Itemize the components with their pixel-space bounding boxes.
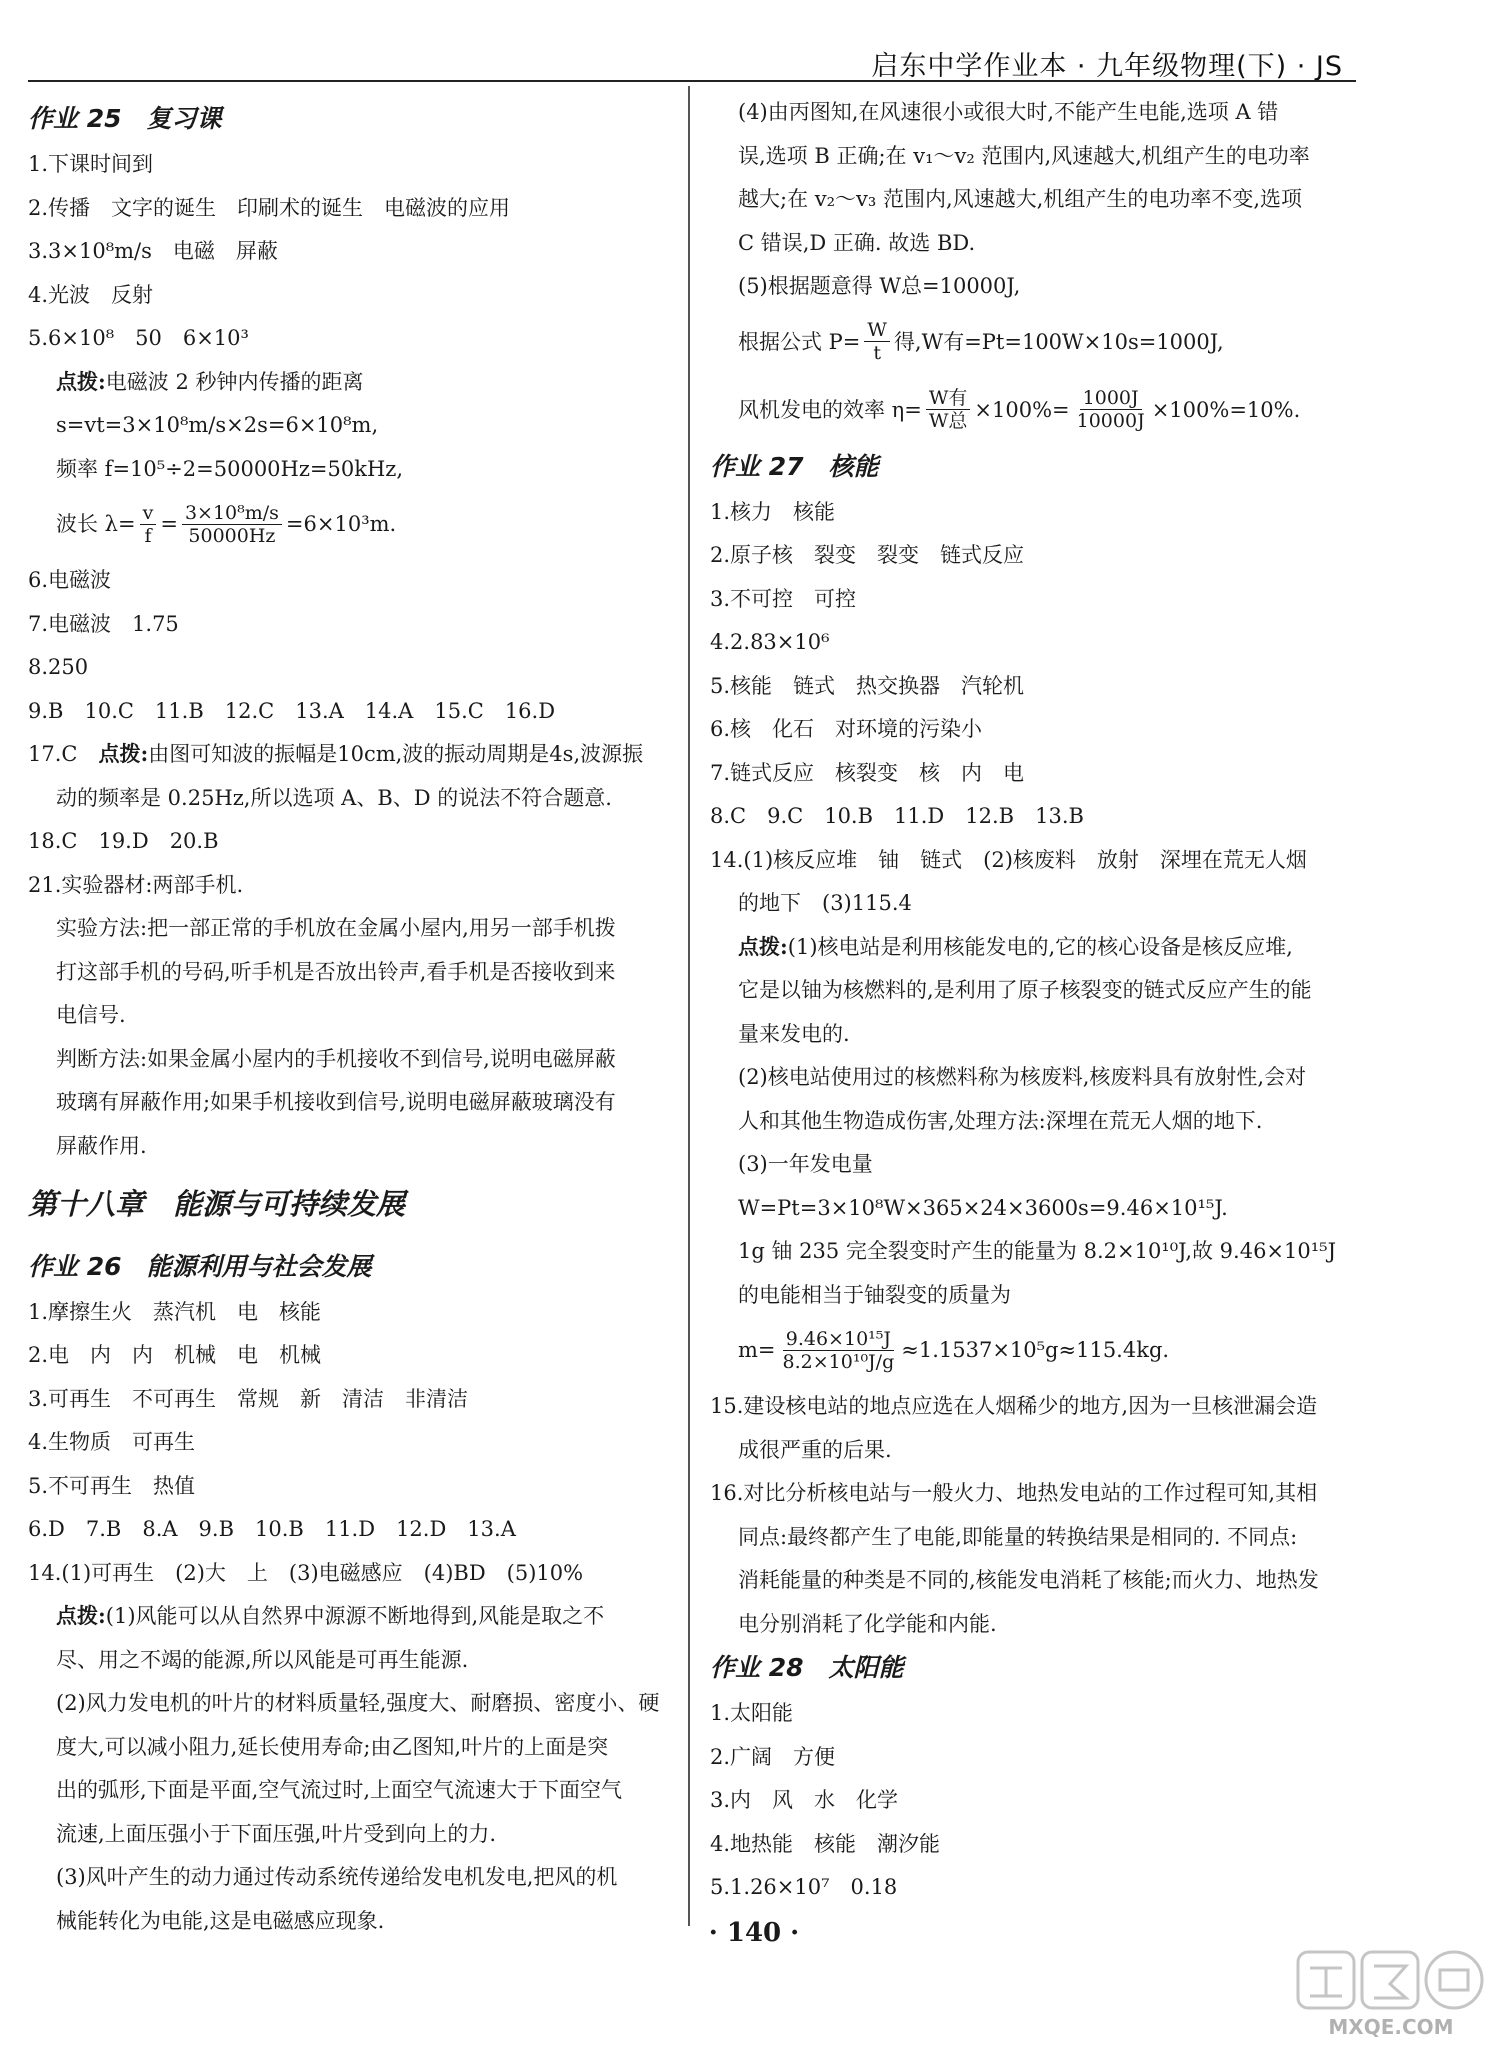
fraction <box>926 387 971 432</box>
power-formula <box>710 314 1358 370</box>
fraction-denominator: W总 <box>928 410 968 432</box>
hint-label: 点拨: <box>56 1603 106 1628</box>
hint-line: 的电能相当于铀裂变的质量为 <box>738 1282 1011 1307</box>
hint-line: (4)由丙图知,在风速很小或很大时,不能产生电能,选项 A 错 <box>738 100 1279 124</box>
formula-suffix: ×100%=10%. <box>1151 397 1301 422</box>
answer-line: 电信号. <box>56 1003 126 1027</box>
answer-line: 18.C 19.D 20.B <box>28 829 219 853</box>
formula-line: 频率 f=10⁵÷2=50000Hz=50kHz, <box>56 456 404 481</box>
answer-line: 4.光波 反射 <box>28 282 154 307</box>
homework-26-title: 作业 26 能源利用与社会发展 <box>28 1251 372 1281</box>
hint-line: 误,选项 B 正确;在 v₁～v₂ 范围内,风速越大,机组产生的电功率 <box>738 143 1310 168</box>
formula-prefix: 根据公式 P= <box>738 329 861 354</box>
fraction-denominator: 10000J <box>1076 410 1145 432</box>
hint-line: 度大,可以减小阻力,延长使用寿命;由乙图知,叶片的上面是突 <box>56 1734 609 1759</box>
fraction <box>140 502 157 547</box>
answer-line: 9.B 10.C 11.B 12.C 13.A 14.A 15.C 16.D <box>28 698 556 723</box>
page-header <box>0 0 1508 84</box>
fraction-numerator: v <box>140 502 157 525</box>
homework-25-title: 作业 25 复习课 <box>28 104 222 133</box>
svg-text:MXQE.COM: MXQE.COM <box>1328 2015 1454 2039</box>
header-rule <box>28 80 1356 82</box>
answer-line: 5.1.26×10⁷ 0.18 <box>710 1875 898 1899</box>
formula-prefix: 风机发电的效率 η= <box>738 397 922 422</box>
answer-line: 3.内 风 水 化学 <box>710 1788 899 1812</box>
answer-line: 6.D 7.B 8.A 9.B 10.B 11.D 12.D 13.A <box>28 1517 516 1541</box>
fraction <box>864 319 890 364</box>
answer-line: 1.太阳能 <box>710 1701 794 1725</box>
hint-text: (1)核电站是利用核能发电的,它的核心设备是核反应堆, <box>787 934 1293 959</box>
page-number: · 140 · <box>708 1918 800 1948</box>
answer-line: 4.地热能 核能 潮汐能 <box>710 1831 941 1856</box>
answer-line: 5.核能 链式 热交换器 汽轮机 <box>710 673 1025 698</box>
hint-text: 电磁波 2 秒钟内传播的距离 <box>105 369 364 394</box>
answer-line: 实验方法:把一部正常的手机放在金属小屋内,用另一部手机拨 <box>56 916 616 940</box>
answer-line: 消耗能量的种类是不同的,核能发电消耗了核能;而火力、地热发 <box>738 1568 1319 1592</box>
answer-line: 4.生物质 可再生 <box>28 1430 196 1454</box>
homework-28-title: 作业 28 太阳能 <box>710 1653 904 1682</box>
fraction-denominator: 50000Hz <box>188 524 276 547</box>
left-column <box>28 96 668 1948</box>
fraction-numerator: 3×10⁸m/s <box>182 502 282 525</box>
hint-line: (5)根据题意得 W总=10000J, <box>738 274 1021 298</box>
answer-line: 3.不可控 可控 <box>710 586 857 611</box>
hint-label: 点拨: <box>56 368 106 394</box>
hint-line: (2)风力发电机的叶片的材料质量轻,强度大、耐磨损、密度小、硬 <box>56 1691 660 1715</box>
answer-line: 3.3×10⁸m/s 电磁 屏蔽 <box>28 239 278 263</box>
fraction-numerator: 1000J <box>1080 387 1142 410</box>
answer-line: 6.电磁波 <box>28 568 112 592</box>
answer-line: 判断方法:如果金属小屋内的手机接收不到信号,说明电磁屏蔽 <box>56 1046 616 1071</box>
hint-text: (1)风能可以从自然界中源源不断地得到,风能是取之不 <box>105 1604 605 1628</box>
hint-line: 尽、用之不竭的能源,所以风能是可再生能源. <box>56 1647 469 1672</box>
hint-line: 它是以铀为核燃料的,是利用了原子核裂变的链式反应产生的能 <box>738 978 1312 1002</box>
hint-line: 量来发电的. <box>738 1021 850 1046</box>
homework-27-title: 作业 27 核能 <box>710 451 879 481</box>
hint-line <box>28 1600 668 1632</box>
answer-line: 15.建设核电站的地点应选在人烟稀少的地方,因为一旦核泄漏会造 <box>710 1394 1318 1418</box>
answer-line: 1.核力 核能 <box>710 499 836 524</box>
hint-line: (3)风叶产生的动力通过传动系统传递给发电机发电,把风的机 <box>56 1865 618 1889</box>
answer-line: 成很严重的后果. <box>738 1437 892 1462</box>
hint-line: W=Pt=3×10⁸W×365×24×3600s=9.46×10¹⁵J. <box>738 1195 1228 1220</box>
fraction-denominator: 8.2×10¹⁰J/g <box>782 1350 895 1373</box>
answer-line: 16.对比分析核电站与一般火力、地热发电站的工作过程可知,其相 <box>710 1481 1318 1505</box>
answer-line: 3.可再生 不可再生 常规 新 清洁 非清洁 <box>28 1386 469 1411</box>
book-title: 启东中学作业本 · 九年级物理(下) · JS <box>871 51 1343 82</box>
formula-line: s=vt=3×10⁸m/s×2s=6×10⁸m, <box>56 413 379 437</box>
hint-line: 越大;在 v₂～v₃ 范围内,风速越大,机组产生的电功率不变,选项 <box>738 187 1303 211</box>
hint-text: 由图可知波的振幅是10cm,波的振动周期是4s,波源振 <box>148 742 644 766</box>
hint-line: 流速,上面压强小于下面压强,叶片受到向上的力. <box>56 1821 497 1846</box>
answer-text: 17.C <box>28 742 99 766</box>
formula-suffix: =6×10³m. <box>285 512 397 536</box>
fraction-denominator: f <box>144 524 152 547</box>
hint-label: 点拨: <box>738 933 788 959</box>
chapter-18-title: 第十八章 能源与可持续发展 <box>28 1186 406 1221</box>
mass-formula <box>710 1322 1358 1378</box>
formula-prefix: m= <box>738 1338 776 1362</box>
formula-suffix: ≈1.1537×10⁵g≈115.4kg. <box>901 1338 1170 1362</box>
answer-line: 同点:最终都产生了电能,即能量的转换结果是相同的. 不同点: <box>738 1524 1298 1549</box>
right-column <box>710 96 1358 1915</box>
hint-label: 点拨: <box>98 741 149 766</box>
answer-line: 21.实验器材:两部手机. <box>28 872 244 897</box>
answer-line: 2.电 内 内 机械 电 机械 <box>28 1343 322 1367</box>
answer-line: 14.(1)可再生 (2)大 上 (3)电磁感应 (4)BD (5)10% <box>28 1560 584 1585</box>
formula-suffix: 得,W有=Pt=100W×10s=1000J, <box>893 329 1224 354</box>
answer-line: 打这部手机的号码,听手机是否放出铃声,看手机是否接收到来 <box>56 959 616 984</box>
formula-equals: = <box>160 512 178 536</box>
hint-line: 1g 铀 235 完全裂变时产生的能量为 8.2×10¹⁰J,故 9.46×10¹⁵J <box>738 1239 1337 1263</box>
answer-line <box>28 738 668 770</box>
answer-line: 1.下课时间到 <box>28 152 154 176</box>
hint-line: 人和其他生物造成伤害,处理方法:深埋在荒无人烟的地下. <box>738 1108 1263 1133</box>
hint-line: 动的频率是 0.25Hz,所以选项 A、B、D 的说法不符合题意. <box>56 785 612 810</box>
formula-prefix: 波长 λ= <box>56 512 136 536</box>
fraction <box>1074 387 1148 432</box>
answer-line: 8.250 <box>28 655 89 679</box>
answer-line: 5.不可再生 热值 <box>28 1473 196 1498</box>
hint-line: C 错误,D 正确. 故选 BD. <box>738 230 976 255</box>
answer-line: 6.核 化石 对环境的污染小 <box>710 717 983 741</box>
answer-line: 7.电磁波 1.75 <box>28 611 179 636</box>
answer-line: 8.C 9.C 10.B 11.D 12.B 13.B <box>710 804 1084 828</box>
answer-line: 7.链式反应 核裂变 核 内 电 <box>710 760 1025 785</box>
answer-line: 2.传播 文字的诞生 印刷术的诞生 电磁波的应用 <box>28 195 511 220</box>
efficiency-formula <box>710 382 1358 438</box>
hint-line <box>28 366 668 398</box>
fraction-numerator: W有 <box>926 387 971 410</box>
watermark-logo <box>1286 1944 1496 2042</box>
answer-line: 的地下 (3)115.4 <box>738 891 912 915</box>
answer-line: 14.(1)核反应堆 铀 链式 (2)核废料 放射 深埋在荒无人烟 <box>710 847 1307 872</box>
answer-line: 1.摩擦生火 蒸汽机 电 核能 <box>28 1299 322 1324</box>
hint-line: 械能转化为电能,这是电磁感应现象. <box>56 1908 385 1933</box>
fraction <box>182 502 282 547</box>
answer-line: 5.6×10⁸ 50 6×10³ <box>28 326 249 350</box>
answer-line: 玻璃有屏蔽作用;如果手机接收到信号,说明电磁屏蔽玻璃没有 <box>56 1090 616 1114</box>
hint-line: (2)核电站使用过的核燃料称为核废料,核废料具有放射性,会对 <box>738 1065 1307 1089</box>
fraction-numerator: W <box>864 319 890 342</box>
answer-line: 电分别消耗了化学能和内能. <box>738 1611 997 1636</box>
answer-line: 4.2.83×10⁶ <box>710 630 830 654</box>
fraction <box>780 1328 898 1373</box>
answer-line: 2.广阔 方便 <box>710 1744 836 1769</box>
answer-line: 2.原子核 裂变 裂变 链式反应 <box>710 543 1025 567</box>
hint-line <box>710 931 1358 963</box>
fraction-denominator: t <box>873 342 881 364</box>
answer-line: 屏蔽作用. <box>56 1133 147 1158</box>
hint-line: (3)一年发电量 <box>738 1152 873 1176</box>
hint-line: 出的弧形,下面是平面,空气流过时,上面空气流速大于下面空气 <box>56 1778 623 1802</box>
fraction-numerator: 9.46×10¹⁵J <box>783 1328 894 1351</box>
formula-middle: ×100%= <box>974 397 1070 422</box>
wavelength-formula <box>28 496 668 552</box>
column-divider <box>688 86 690 1926</box>
